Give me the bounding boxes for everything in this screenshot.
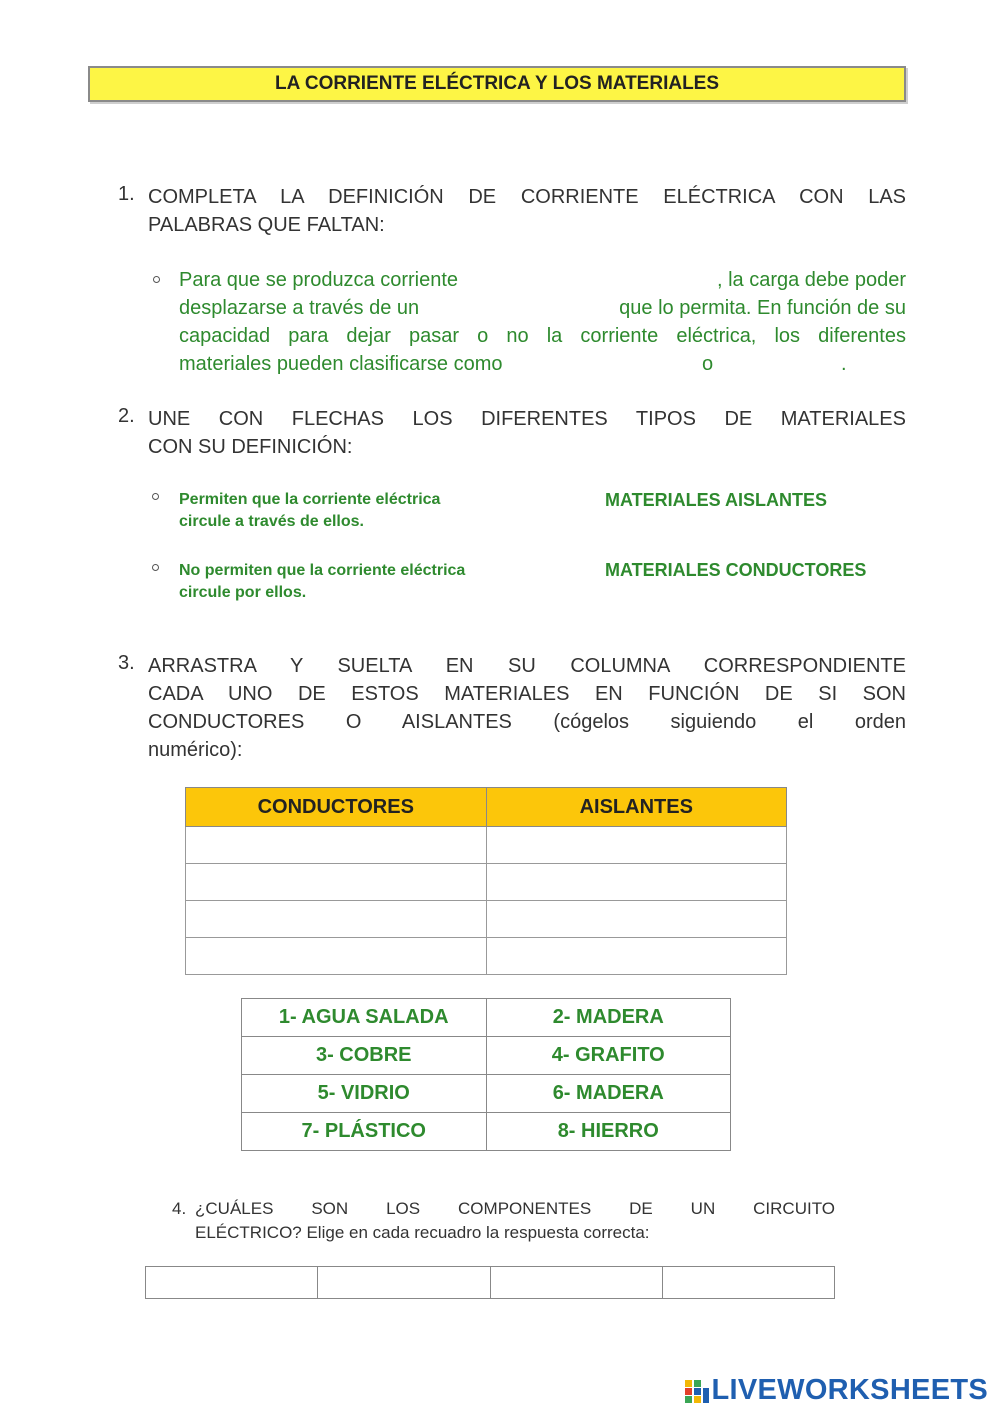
drop-slot-conductores[interactable] (186, 827, 487, 864)
draggable-material[interactable]: 3- COBRE (242, 1037, 487, 1075)
page-title: LA CORRIENTE ELÉCTRICA Y LOS MATERIALES (274, 73, 720, 94)
q4-prompt-line1: ¿CUÁLES SON LOS COMPONENTES DE UN CIRCUITO (195, 1199, 835, 1218)
definition-2-line1: No permiten que la corriente eléctrica (179, 562, 466, 579)
bullet-icon (153, 276, 160, 283)
classification-table (185, 787, 787, 975)
q2-number: 2. (118, 405, 135, 427)
drop-slot-aislantes[interactable] (486, 938, 787, 975)
q2-prompt-line1: UNE CON FLECHAS LOS DIFERENTES TIPOS DE MATERIALES (148, 408, 906, 430)
q1-text: materiales pueden clasificarse como (179, 353, 503, 375)
q1-prompt-line2: PALABRAS QUE FALTAN: (148, 214, 385, 236)
component-select-3[interactable] (490, 1267, 662, 1299)
draggable-material[interactable]: 5- VIDRIO (242, 1075, 487, 1113)
definition-1[interactable] (179, 489, 440, 533)
column-header-conductores: CONDUCTORES (186, 788, 487, 827)
q1-text: , la carga debe poder (716, 269, 906, 291)
blank-input-2[interactable] (471, 296, 563, 320)
draggable-material[interactable]: 6- MADERA (486, 1075, 731, 1113)
draggable-material[interactable]: 8- HIERRO (486, 1113, 731, 1151)
q1-text: desplazarse a través de un (179, 297, 420, 319)
brand-name: LIVEWORKSHEETS (711, 1374, 988, 1406)
blank-input-1[interactable] (537, 268, 651, 292)
q2-prompt (148, 405, 906, 461)
q1-text: . (841, 353, 847, 375)
draggable-material[interactable]: 7- PLÁSTICO (242, 1113, 487, 1151)
component-select-4[interactable] (662, 1267, 834, 1299)
brand-logo (684, 1374, 989, 1407)
component-select-2[interactable] (318, 1267, 490, 1299)
q2-prompt-line2: CON SU DEFINICIÓN: (148, 436, 353, 458)
draggable-material[interactable]: 2- MADERA (486, 999, 731, 1037)
draggable-material[interactable]: 4- GRAFITO (486, 1037, 731, 1075)
column-header-aislantes: AISLANTES (486, 788, 787, 827)
drop-slot-conductores[interactable] (186, 901, 487, 938)
q1-prompt-line1: COMPLETA LA DEFINICIÓN DE CORRIENTE ELÉCTRICA CON LAS (148, 186, 906, 208)
q1-line-4 (179, 350, 906, 378)
definition-1-line1: Permiten que la corriente eléctrica (179, 491, 441, 508)
q1-text: o (702, 353, 714, 375)
q3-prompt (148, 652, 906, 764)
drop-slot-conductores[interactable] (186, 938, 487, 975)
materials-table (241, 998, 731, 1151)
q1-prompt (148, 183, 906, 239)
material-conductores-target[interactable]: MATERIALES CONDUCTORES (605, 560, 867, 580)
q3-prompt-line2: CADA UNO DE ESTOS MATERIALES EN FUNCIÓN DE SI SON (148, 683, 906, 705)
blank-input-4[interactable] (724, 352, 840, 376)
q4-prompt (195, 1197, 835, 1245)
liveworksheets-logo-icon (684, 1378, 710, 1404)
definition-1-line2: circule a través de ellos. (179, 513, 364, 530)
q3-prompt-line3: CONDUCTORES O AISLANTES (cógelos siguiendo el orden (148, 711, 906, 733)
q1-line-2 (179, 294, 906, 322)
q1-number: 1. (118, 183, 135, 205)
drop-slot-aislantes[interactable] (486, 901, 787, 938)
drop-slot-conductores[interactable] (186, 864, 487, 901)
bullet-icon (152, 564, 159, 571)
drop-slot-aislantes[interactable] (486, 827, 787, 864)
draggable-material[interactable]: 1- AGUA SALADA (242, 999, 487, 1037)
title-banner (88, 66, 906, 102)
drop-slot-aislantes[interactable] (486, 864, 787, 901)
q3-prompt-line1: ARRASTRA Y SUELTA EN SU COLUMNA CORRESPONDIENTE (148, 655, 906, 677)
q3-number: 3. (118, 652, 135, 674)
definition-2[interactable] (179, 560, 465, 604)
q1-text: Para que se produzca corriente (179, 269, 459, 291)
q3-prompt-line4: numérico): (148, 739, 243, 761)
q1-fill-paragraph (179, 266, 906, 378)
q4-number: 4. (172, 1199, 187, 1218)
q1-line-1 (179, 266, 906, 294)
definition-2-line2: circule por ellos. (179, 584, 307, 601)
component-select-1[interactable] (146, 1267, 318, 1299)
blank-input-3[interactable] (567, 352, 699, 376)
bullet-icon (152, 493, 159, 500)
q1-line-3: capacidad para dejar pasar o no la corriente eléctrica, los diferentes (179, 325, 906, 347)
q1-text: que lo permita. En función de su (619, 297, 906, 319)
material-aislantes-target[interactable]: MATERIALES AISLANTES (605, 490, 828, 510)
q4-prompt-line2: ELÉCTRICO? Elige en cada recuadro la respuesta correcta: (195, 1223, 650, 1242)
components-table (145, 1266, 835, 1299)
